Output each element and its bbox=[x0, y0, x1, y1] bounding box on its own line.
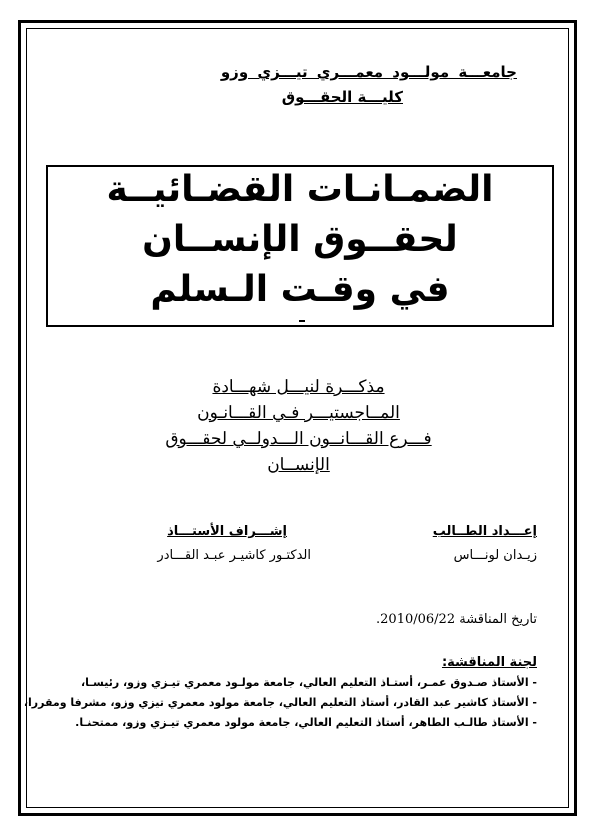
title-box bbox=[46, 165, 554, 327]
title-line-2: لحقــوق الإنســان bbox=[142, 219, 458, 260]
defense-date bbox=[376, 612, 537, 627]
student-label: إعـــداد الطــالب bbox=[432, 524, 537, 539]
title-underline-mark bbox=[299, 320, 305, 322]
title-line-1: الضمـانـات القضـائيــة bbox=[106, 169, 494, 210]
committee-member: - الأستاذ طالـب الطاهر، أستاذ التعليم العالي، جامعة مولود معمري تيـزي وزو، ممتحنـا. bbox=[75, 716, 537, 729]
defense-date-value: 2010/06/22. bbox=[376, 612, 456, 627]
faculty-name: كليـــة الحقـــوق bbox=[281, 88, 403, 106]
memo-line-3: فـــرع القـــانــون الـــدولــي لحقـــوق bbox=[165, 429, 432, 449]
memo-line-2: المــاجستيـــر فـي القـــانـون bbox=[197, 403, 400, 423]
memo-line-4: الإنســان bbox=[267, 455, 330, 475]
title-line-3: في وقـت الـسلم bbox=[150, 269, 450, 310]
memo-line-1: مذكـــرة لنيـــل شهـــادة bbox=[212, 377, 385, 397]
supervisor-name: الدكتـور كاشيـر عبـد القـــادر bbox=[157, 548, 311, 563]
university-name: جامعـــة مولـــود معمـــري تيـــزي وزو bbox=[220, 63, 517, 81]
supervisor-label: إشـــراف الأستـــاذ bbox=[167, 524, 287, 539]
defense-date-label: تاريخ المناقشة bbox=[459, 612, 537, 627]
committee-title: لجنة المناقشة: bbox=[441, 655, 537, 670]
committee-member: - الأستاذ صـدوق عمـر، أستـاذ التعليم العالي، جامعة مولـود معمري تيـزي وزو، رئيسـا، bbox=[80, 676, 537, 689]
committee-member: - الأستاذ كاشير عبد القادر، أستاذ التعليم العالي، جامعة مولود معمري تيزي وزو، مشرفا ومقررا، bbox=[23, 696, 537, 709]
student-name: زيـدان لونـــاس bbox=[453, 548, 537, 563]
